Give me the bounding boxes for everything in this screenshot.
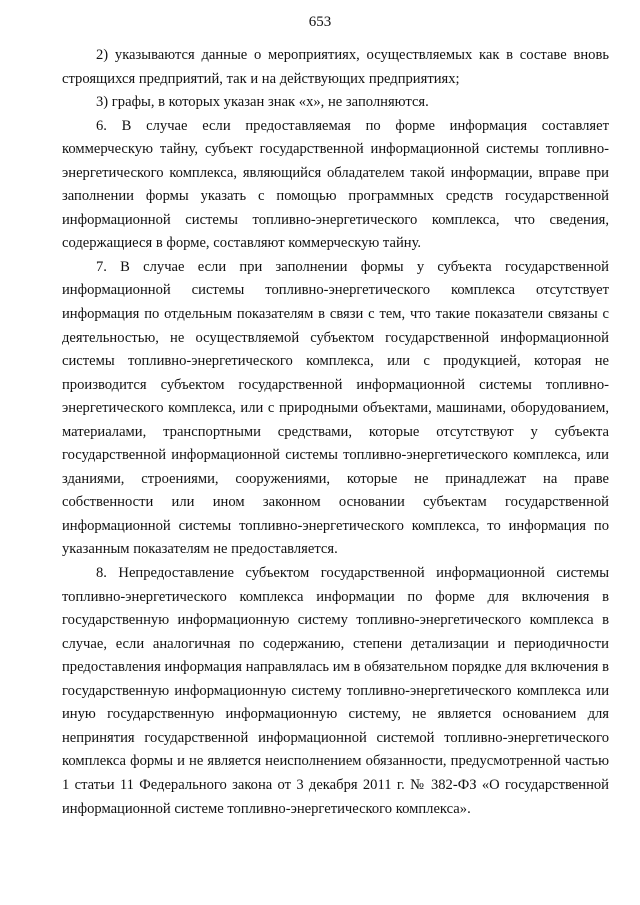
document-body xyxy=(62,44,609,821)
paragraph-section-6: 6. В случае если предоставляемая по форме информация составляет коммерческую тайну, субъект государственной информационной системы топливно-энергетического комплекса, являющийся обладателем такой информации, вправе при заполнении формы указать с помощью программных средств государственной информационной системы топливно-энергетического комплекса, что сведения, содержащиеся в форме, составляют коммерческую тайну. xyxy=(62,117,609,252)
paragraph-item-2: 2) указываются данные о мероприятиях, осуществляемых как в составе вновь строящихся предприятий, так и на действующих предприятиях; xyxy=(62,47,609,87)
paragraph-section-8: 8. Непредоставление субъектом государственной информационной системы топливно-энергетического комплекса информации по форме для включения в государственную информационную систему топливно-энергетического комплекса в случае, если аналогичная по содержанию, степени детализации и периодичности предоставления информация направлялась им в обязательном порядке для включения в государственную информационную систему топливно-энергетического комплекса или иную государственную информационную систему, не является основанием для непринятия государственной информационной системой топливно-энергетического комплекса формы и не является неисполнением обязанности, предусмотренной частью 1 статьи 11 Федерального закона от 3 декабря 2011 г. № 382-ФЗ «О государственной информационной системе топливно-энергетического комплекса». xyxy=(62,565,609,817)
paragraph-item-3: 3) графы, в которых указан знак «х», не заполняются. xyxy=(96,94,429,111)
page-number: 653 xyxy=(308,14,332,30)
paragraph-section-7: 7. В случае если при заполнении формы у субъекта государственной информационной системы топливно-энергетического комплекса отсутствует информация по отдельным показателям в связи с тем, что такие показатели связаны с деятельностью, не осуществляемой субъектом государственной информационной системы топливно-энергетического комплекса, или с продукцией, которая не производится субъектом государственной информационной системы топливно-энергетического комплекса, или с природными объектами, машинами, оборудованием, материалами, транспортными средствами, которые отсутствуют у субъекта государственной информационной системы топливно-энергетического комплекса, или зданиями, строениями, сооружениями, которые не принадлежат на праве собственности или ином законном основании субъектам государственной информационной системы топливно-энергетического комплекса, то информация по указанным показателям не предоставляется. xyxy=(62,258,609,558)
